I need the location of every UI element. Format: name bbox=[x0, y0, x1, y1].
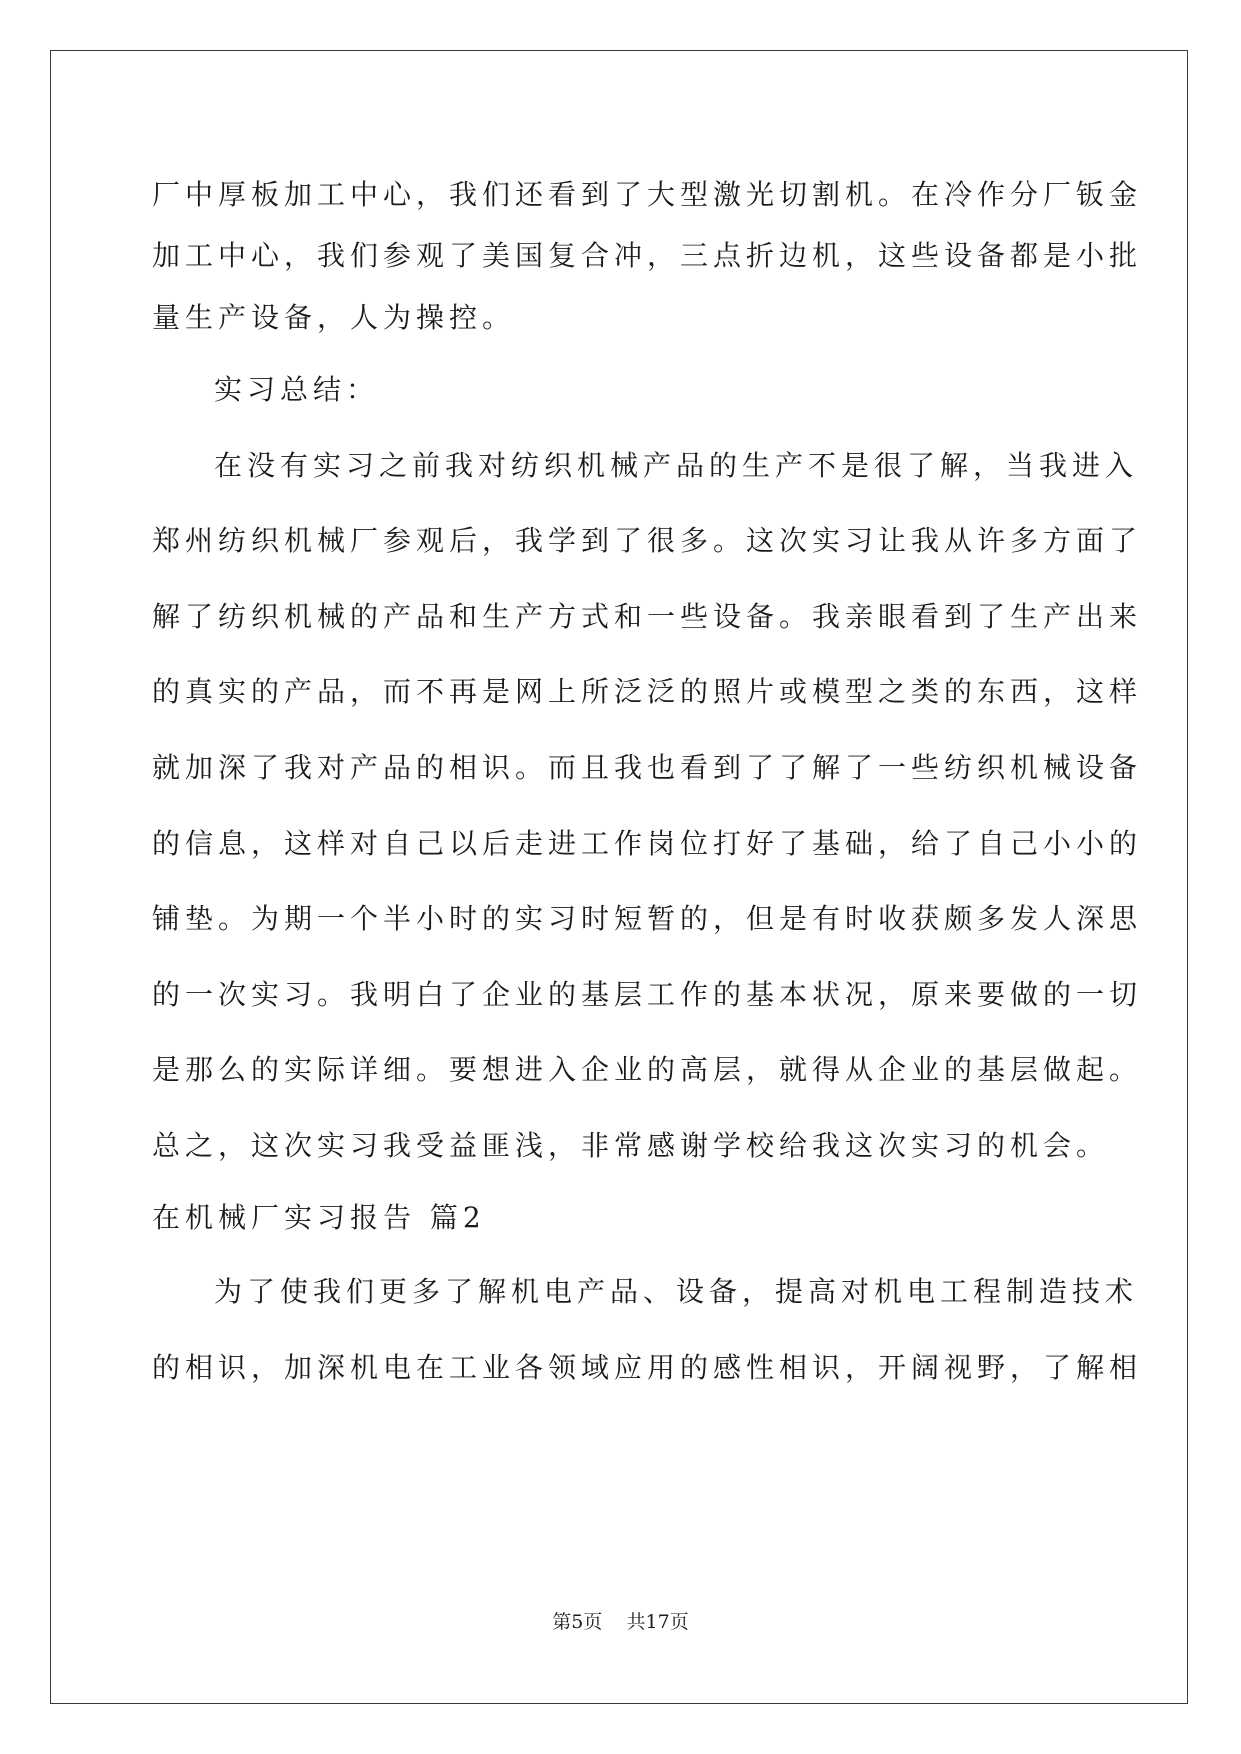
text-line: 就加深了我对产品的相识。而且我也看到了了解了一些纺织机械设备 bbox=[152, 751, 1143, 784]
text-line: 郑州纺织机械厂参观后，我学到了很多。这次实习让我从许多方面了 bbox=[152, 524, 1143, 557]
text-line: 的真实的产品，而不再是网上所泛泛的照片或模型之类的东西，这样 bbox=[152, 675, 1143, 708]
text-line: 厂中厚板加工中心，我们还看到了大型激光切割机。在冷作分厂钣金 bbox=[152, 178, 1143, 211]
text-line: 总之，这次实习我受益匪浅，非常感谢学校给我这次实习的机会。 bbox=[152, 1129, 1110, 1162]
text-line: 铺垫。为期一个半小时的实习时短暂的，但是有时收获颇多发人深思 bbox=[152, 902, 1143, 935]
text-line: 为了使我们更多了解机电产品、设备，提高对机电工程制造技术 bbox=[214, 1275, 1139, 1308]
section-heading: 实习总结： bbox=[214, 373, 380, 406]
text-line: 的一次实习。我明白了企业的基层工作的基本状况，原来要做的一切 bbox=[152, 978, 1143, 1011]
text-line: 的信息，这样对自己以后走进工作岗位打好了基础，给了自己小小的 bbox=[152, 827, 1143, 860]
section-title: 在机械厂实习报告 篇2 bbox=[152, 1201, 486, 1234]
text-line: 的相识，加深机电在工业各领域应用的感性相识，开阔视野，了解相 bbox=[152, 1351, 1143, 1384]
page-number: 第5页 bbox=[552, 1611, 603, 1633]
page-total: 共17页 bbox=[626, 1611, 689, 1633]
text-line: 量生产设备，人为操控。 bbox=[152, 301, 516, 334]
text-line: 解了纺织机械的产品和生产方式和一些设备。我亲眼看到了生产出来 bbox=[152, 600, 1143, 633]
text-line: 在没有实习之前我对纺织机械产品的生产不是很了解，当我进入 bbox=[214, 449, 1139, 482]
text-line: 加工中心，我们参观了美国复合冲，三点折边机，这些设备都是小批 bbox=[152, 239, 1143, 272]
page-footer bbox=[0, 1610, 1241, 1634]
text-line: 是那么的实际详细。要想进入企业的高层，就得从企业的基层做起。 bbox=[152, 1053, 1143, 1086]
